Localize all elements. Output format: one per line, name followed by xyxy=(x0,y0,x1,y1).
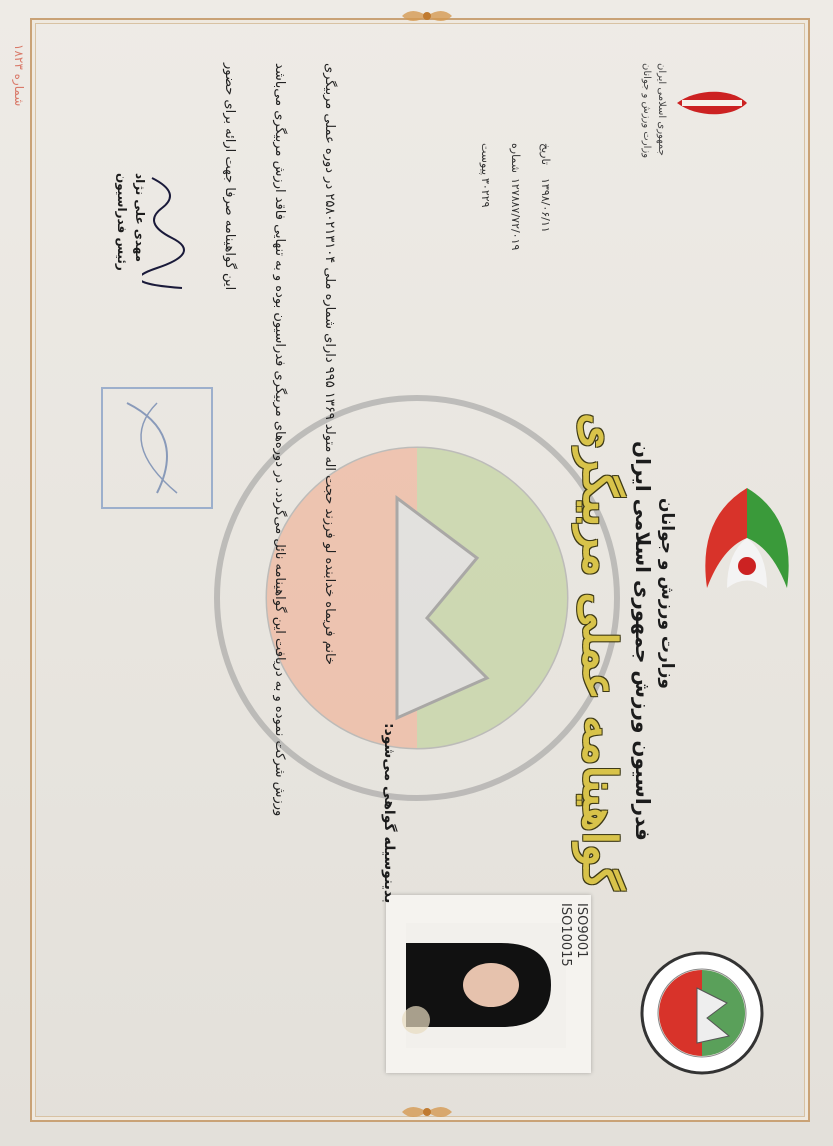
iran-emblem-icon xyxy=(667,63,757,143)
iso-10015: ISO10015 xyxy=(557,903,573,967)
signer-name: مهدی علی نژاد xyxy=(132,173,147,263)
emblem-text-2: وزارت ورزش و جوانان xyxy=(640,63,652,159)
date-value: ۱۳۹۸/۰۶/۱۱ xyxy=(538,178,552,233)
federation-seal-watermark-icon xyxy=(207,388,627,808)
federation-name: فدراسیون ورزش جمهوری اسلامی ایران xyxy=(630,441,655,841)
serial-number: ۱۸۲۳ شماره xyxy=(12,44,26,107)
signer-title: رئیس فدراسیون xyxy=(114,173,129,271)
intro-text: بدینوسیله گواهی می‌شود: xyxy=(380,723,397,904)
body-line-2: ورزش شرکت نموده و به دریافت این گواهینامه نائل می‌گردد. در دوره‌های مربیگری فدراسیون بوده و به تنهایی فاقد ارزش مربیگری می‌باشد xyxy=(271,63,287,817)
certificate-title: گواهینامه عملی مربیگری xyxy=(572,413,627,890)
certificate-content xyxy=(27,23,807,1123)
federation-logo-icon xyxy=(637,948,767,1078)
body-line-3: این گواهینامه صرفا جهت ارائه برای حضور xyxy=(221,63,237,291)
number-value: ۱۲۷۸۸۷/۷۲/۰۱۹ xyxy=(508,178,522,251)
emblem-text-1: جمهوری اسلامی ایران xyxy=(655,63,667,156)
stamp-icon xyxy=(97,383,217,513)
signature-icon xyxy=(142,173,192,293)
date-label: تاریخ xyxy=(538,143,552,165)
iso-9001: ISO9001 xyxy=(573,903,589,959)
attachment-value: ۳۰۲۲۹ xyxy=(478,178,492,208)
number-label: شماره xyxy=(508,143,522,174)
iran-flag-mark-icon xyxy=(687,478,807,618)
ministry-name: وزارت ورزش و جوانان xyxy=(656,498,677,689)
attachment-label: پیوست xyxy=(478,143,492,176)
body-line-1: خانم فریماه خدابنده لو فرزند حجت اله متولد ۱۳۶۹ ۹۹۵ دارای شماره ملی ۲۵۸۰۲۱۳۱۰۴ در دوره عملی مربیگری xyxy=(321,63,337,665)
